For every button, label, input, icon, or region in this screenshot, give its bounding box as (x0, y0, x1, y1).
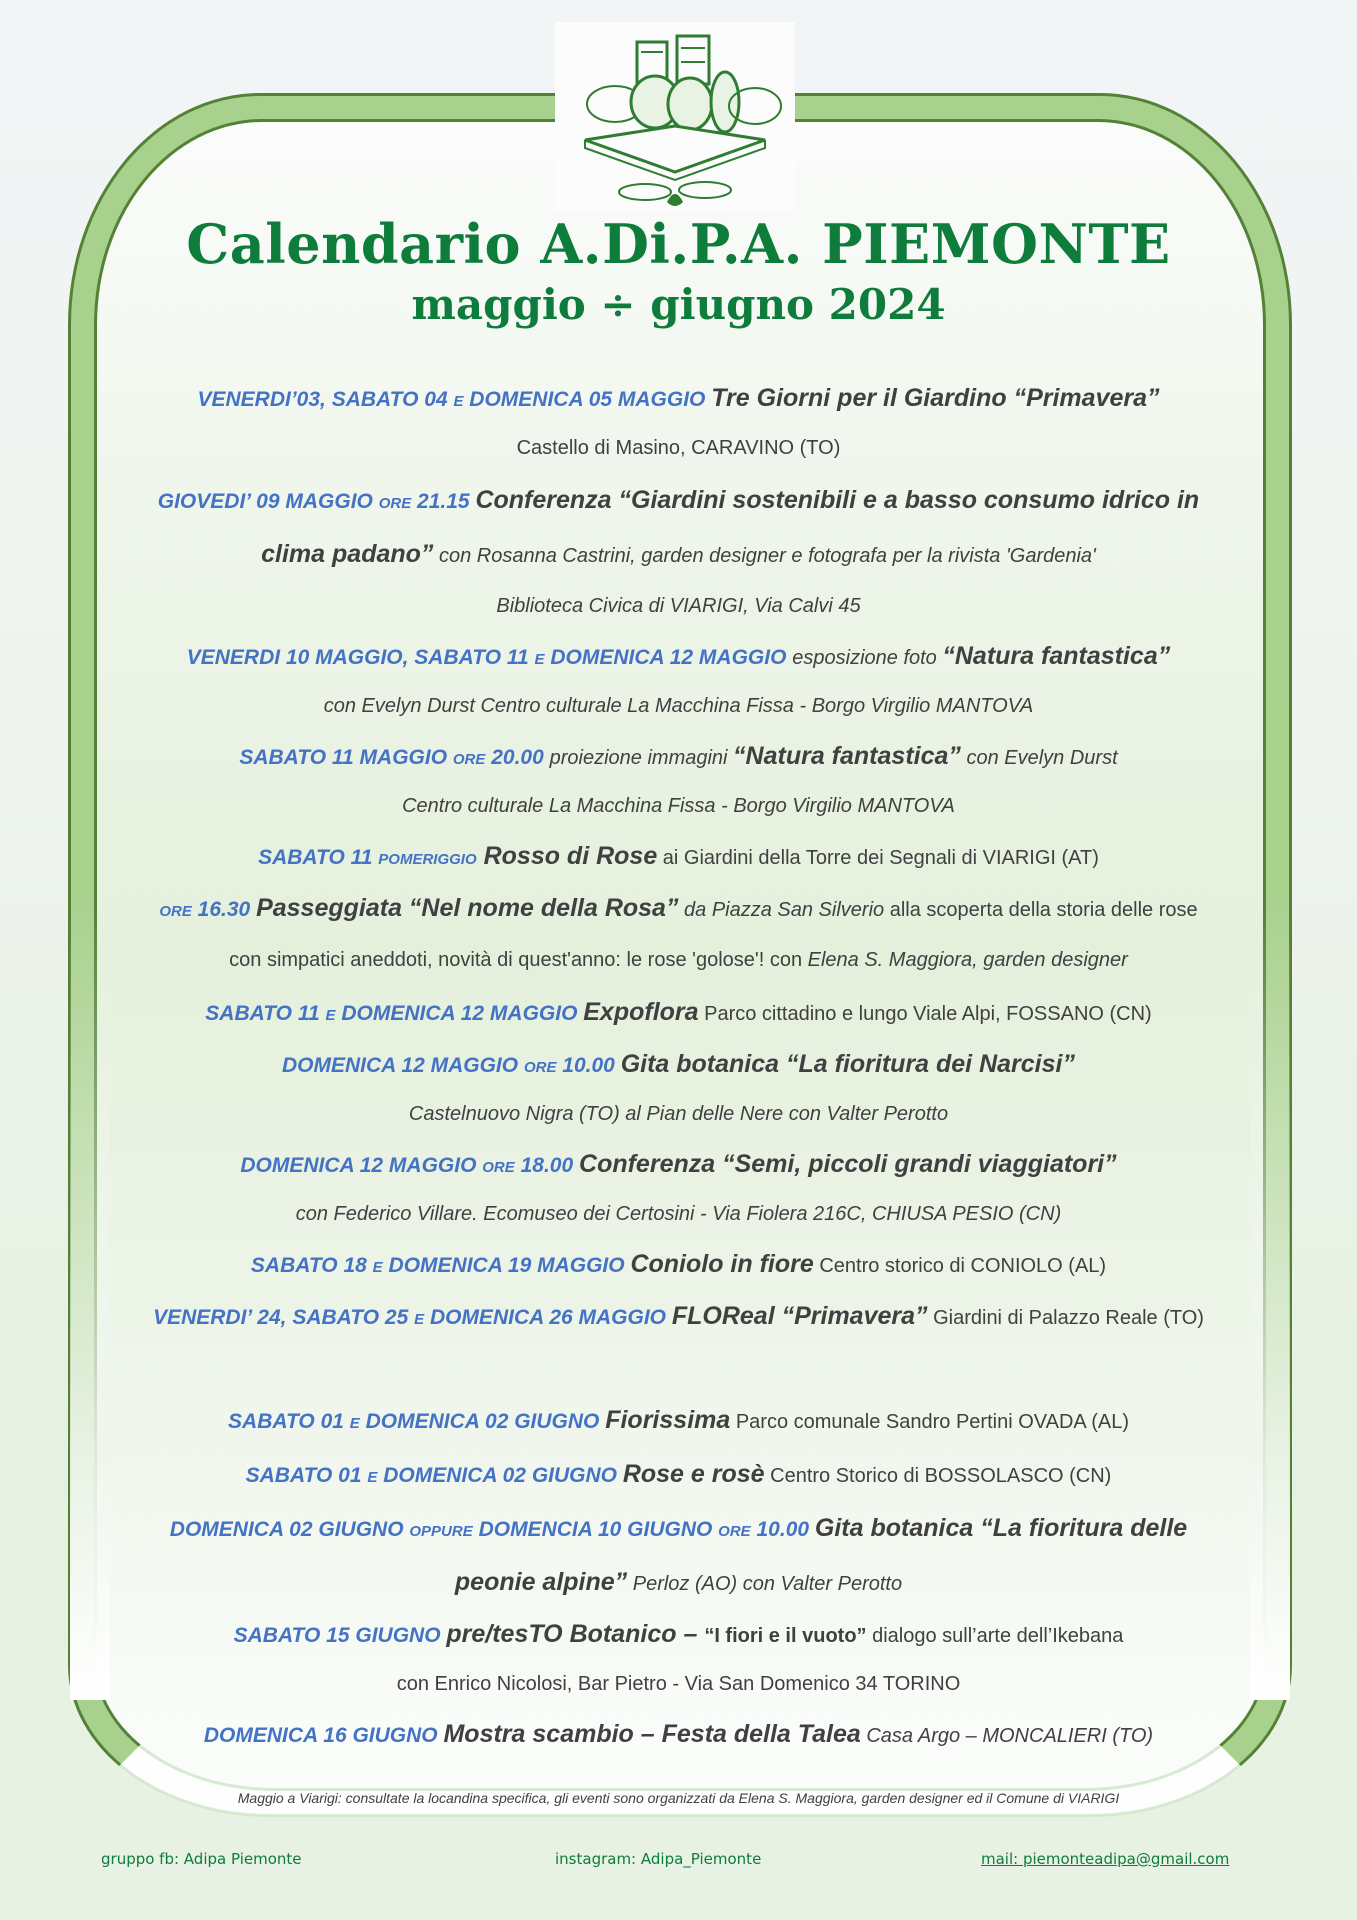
frame-fade-left (70, 900, 110, 1700)
event-name: Conferenza “Giardini sostenibili e a basso consumo idrico in (475, 486, 1200, 514)
event-6-detail (105, 935, 1252, 985)
event-name: peonie alpine” (454, 1568, 628, 1596)
event-name: Gita botanica “La fioritura dei Narcisi” (620, 1050, 1075, 1078)
event-10 (105, 1239, 1252, 1289)
event-dates: DOMENICA 26 MAGGIO (424, 1306, 672, 1329)
conjunction: E (534, 651, 545, 668)
event-detail: alla scoperta della storia delle rose (884, 899, 1198, 921)
event-dates: DOMENICA 16 GIUGNO (203, 1724, 444, 1747)
event-type: esposizione foto (792, 647, 943, 669)
conjunction: E (414, 1311, 425, 1328)
event-location: Giardini di Palazzo Reale (TO) (927, 1307, 1204, 1329)
event-dates: DOMENICA 02 GIUGNO (359, 1410, 606, 1433)
contacts-bar (0, 1850, 1357, 1880)
event-6 (105, 881, 1252, 935)
event-7 (105, 985, 1252, 1039)
event-location: Perloz (AO) con Valter Perotto (627, 1573, 903, 1595)
event-dates: SABATO 18 (250, 1254, 373, 1277)
event-8-location (105, 1089, 1252, 1139)
event-detail: con simpatici aneddoti, novità di quest'anno: le rose 'golose'! con (229, 949, 808, 971)
event-2-cont (105, 527, 1252, 581)
event-14 (105, 1501, 1252, 1555)
conjunction: E (349, 1415, 360, 1432)
facebook-group: gruppo fb: Adipa Piemonte (101, 1850, 302, 1868)
event-name: clima padano” (261, 540, 434, 568)
event-3 (105, 631, 1252, 681)
email-link[interactable]: mail: piemonteadipa@gmail.com (981, 1850, 1230, 1868)
event-detail: dialogo sull’arte dell’Ikebana (866, 1625, 1124, 1647)
event-dates: VENERDI’03, SABATO 04 (197, 388, 454, 411)
event-host: Elena S. Maggiora, garden designer (807, 949, 1128, 971)
event-dates: SABATO 11 MAGGIO (239, 746, 453, 769)
event-dates: SABATO 01 (228, 1410, 350, 1433)
event-location: con Federico Villare. Ecomuseo dei Certosini - Via Fiolera 216C, CHIUSA PESIO (CN) (295, 1203, 1062, 1225)
event-location: Centro Storico di BOSSOLASCO (CN) (764, 1465, 1112, 1487)
event-detail: con Evelyn Durst Centro culturale La Macchina Fissa - Borgo Virgilio MANTOVA (323, 695, 1034, 717)
event-location: Centro storico di CONIOLO (AL) (813, 1255, 1107, 1277)
event-9-location (105, 1189, 1252, 1239)
event-detail: con Evelyn Durst (960, 747, 1118, 769)
event-dates: DOMENICA 02 GIUGNO (169, 1518, 410, 1541)
event-name: “Natura fantastica” (942, 642, 1171, 670)
event-3-detail (105, 681, 1252, 731)
instagram-handle: instagram: Adipa_Piemonte (555, 1850, 762, 1868)
event-dates: DOMENCIA 10 GIUGNO (472, 1518, 719, 1541)
conjunction: E (325, 1007, 336, 1024)
event-detail: con Rosanna Castrini, garden designer e fotografa per la rivista 'Gardenia' (433, 545, 1096, 567)
event-15 (105, 1609, 1252, 1659)
event-dates: SABATO 01 (245, 1464, 368, 1487)
event-name: Tre Giorni per il Giardino “Primavera” (711, 384, 1160, 412)
footer-note: Maggio a Viarigi: consultate la locandina specifica, gli eventi sono organizzati da Elena S. Maggiora, garden designer ed il Comune di VIARIGI (237, 1790, 1120, 1806)
event-time: 10.00 (750, 1518, 815, 1541)
event-name: Passeggiata “Nel nome della Rosa” (256, 894, 679, 922)
event-name: Conferenza “Semi, piccoli grandi viaggiatori” (579, 1150, 1117, 1178)
event-list (105, 373, 1252, 1759)
event-dates: DOMENICA 12 MAGGIO (240, 1154, 483, 1177)
ore-label: ORE (718, 1523, 751, 1540)
event-name: Fiorissima (605, 1406, 731, 1434)
event-time: 16.30 (191, 898, 257, 921)
garden-logo-icon (555, 22, 795, 212)
event-time: 10.00 (556, 1054, 621, 1077)
event-16 (105, 1709, 1252, 1759)
event-name: Expoflora (583, 998, 699, 1026)
ore-label: ORE (482, 1159, 515, 1176)
conjunction: E (453, 393, 464, 410)
event-11 (105, 1289, 1252, 1343)
event-dates: SABATO 11 (258, 846, 379, 869)
event-1-location (105, 423, 1252, 473)
event-dates: DOMENICA 19 MAGGIO (382, 1254, 631, 1277)
event-location: Parco comunale Sandro Pertini OVADA (AL) (730, 1411, 1129, 1433)
event-dates: SABATO 15 GIUGNO (233, 1624, 447, 1647)
event-name: FLOReal “Primavera” (671, 1302, 928, 1330)
event-subtitle: “I fiori e il vuoto” (704, 1625, 867, 1647)
event-name: Mostra scambio – Festa della Talea (443, 1720, 861, 1748)
event-4-location (105, 781, 1252, 831)
event-dates: DOMENICA 05 MAGGIO (463, 388, 712, 411)
event-location: Castello di Masino, CARAVINO (TO) (516, 437, 841, 459)
event-13 (105, 1447, 1252, 1501)
event-dates: DOMENICA 02 GIUGNO (377, 1464, 623, 1487)
event-5 (105, 831, 1252, 881)
event-time: 21.15 (411, 490, 476, 513)
event-type: proiezione immagini (549, 747, 734, 769)
ore-label: ORE (159, 903, 192, 920)
event-location: con Enrico Nicolosi, Bar Pietro - Via San Domenico 34 TORINO (396, 1673, 961, 1695)
event-time: 18.00 (514, 1154, 580, 1177)
event-name: Coniolo in fiore (630, 1250, 814, 1278)
event-14-cont (105, 1555, 1252, 1609)
event-dates: DOMENICA 12 MAGGIO (282, 1054, 524, 1077)
event-time: 20.00 (485, 746, 550, 769)
event-location: Casa Argo – MONCALIERI (TO) (860, 1725, 1154, 1747)
event-dates: DOMENICA 12 MAGGIO (544, 646, 793, 669)
page-title: Calendario A.Di.P.A. PIEMONTE (186, 212, 1171, 276)
event-dates: DOMENICA 12 MAGGIO (335, 1002, 584, 1025)
ore-label: ORE (452, 751, 486, 768)
conjunction: E (372, 1259, 383, 1276)
event-location: Biblioteca Civica di VIARIGI, Via Calvi 45 (496, 595, 861, 617)
conjunction: E (367, 1469, 378, 1486)
event-12 (105, 1393, 1252, 1447)
event-name: “Natura fantastica” (733, 742, 961, 770)
event-location: ai Giardini della Torre dei Segnali di VIARIGI (AT) (657, 847, 1099, 869)
event-location: Centro culturale La Macchina Fissa - Borgo Virgilio MANTOVA (402, 795, 955, 817)
event-name: Rosso di Rose (476, 842, 658, 870)
event-dates: GIOVEDI’ 09 MAGGIO (157, 490, 379, 513)
event-name: Gita botanica “La fioritura delle (814, 1514, 1188, 1542)
page-subtitle: maggio ÷ giugno 2024 (411, 280, 946, 329)
oppure-label: OPPURE (409, 1523, 473, 1540)
event-2-location (105, 581, 1252, 631)
event-2 (105, 473, 1252, 527)
event-name: pre/tesTO Botanico – (446, 1620, 705, 1648)
event-from: da Piazza San Silverio (678, 899, 885, 921)
ore-label: ORE (523, 1059, 557, 1076)
event-dates: VENERDI 10 MAGGIO, SABATO 11 (186, 646, 535, 669)
event-4 (105, 731, 1252, 781)
event-dates: SABATO 11 (205, 1002, 326, 1025)
event-location: Parco cittadino e lungo Viale Alpi, FOSSANO (CN) (698, 1003, 1152, 1025)
month-separator (105, 1343, 1252, 1393)
event-location: Castelnuovo Nigra (TO) al Pian delle Nere con Valter Perotto (408, 1103, 949, 1125)
event-15-location (105, 1659, 1252, 1709)
event-1 (105, 373, 1252, 423)
ore-label: ORE (378, 495, 412, 512)
event-9 (105, 1139, 1252, 1189)
frame-fade-right (1250, 900, 1290, 1700)
event-dates: VENERDI’ 24, SABATO 25 (153, 1306, 415, 1329)
period-label: POMERIGGIO (378, 851, 477, 868)
event-name: Rose e rosè (622, 1460, 765, 1488)
event-8 (105, 1039, 1252, 1089)
